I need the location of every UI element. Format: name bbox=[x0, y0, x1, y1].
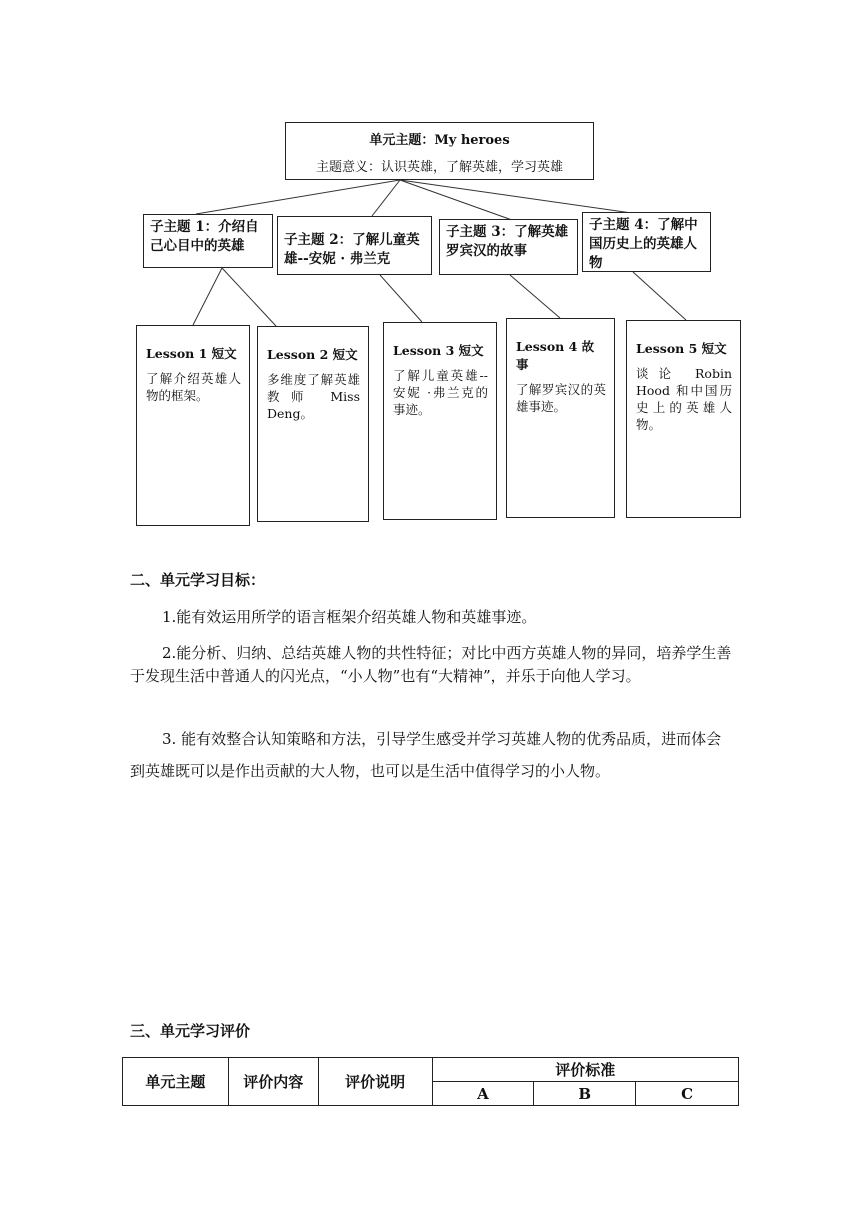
evaluation-table bbox=[122, 1057, 739, 1106]
goal-3: 3. 能有效整合认知策略和方法，引导学生感受并学习英雄人物的优秀品质，进而体会到英雄既可以是作出贡献的大人物，也可以是生活中值得学习的小人物。 bbox=[130, 730, 722, 780]
lesson-1-title: Lesson 1 短文 bbox=[146, 346, 237, 361]
subtheme-4-text: 子主题 4：了解中国历史上的英雄人物 bbox=[589, 217, 698, 271]
header-eval-criteria: 评价标准 bbox=[432, 1058, 739, 1082]
lesson-3-box bbox=[383, 322, 497, 520]
subtheme-1 bbox=[143, 214, 273, 268]
lesson-4-desc: 了解罗宾汉的英雄事迹。 bbox=[516, 382, 606, 414]
lesson-2-title: Lesson 2 短文 bbox=[267, 347, 358, 362]
subtheme-4 bbox=[582, 212, 711, 272]
subtheme-2-text: 子主题 2：了解儿童英雄--安妮 · 弗兰克 bbox=[284, 232, 420, 267]
header-eval-content: 评价内容 bbox=[228, 1058, 318, 1106]
lesson-5-box bbox=[626, 320, 741, 518]
section-2-heading: 二、单元学习目标： bbox=[130, 571, 266, 589]
subtheme-1-text: 子主题 1：介绍自己心目中的英雄 bbox=[150, 219, 259, 254]
lesson-2-box bbox=[257, 326, 369, 522]
header-unit-theme: 单元主题 bbox=[123, 1058, 229, 1106]
lesson-5-desc: 谈论 Robin Hood 和中国历史上的英雄人物。 bbox=[636, 366, 732, 432]
subtheme-2 bbox=[277, 216, 432, 275]
unit-theme-title: 单元主题：My heroes bbox=[369, 133, 510, 148]
theme-meaning: 主题意义：认识英雄，了解英雄，学习英雄 bbox=[315, 160, 563, 175]
section-3-heading: 三、单元学习评价 bbox=[130, 1022, 251, 1040]
lesson-4-box bbox=[506, 318, 615, 518]
lesson-1-desc: 了解介绍英雄人物的框架。 bbox=[146, 371, 241, 403]
goal-1: 1.能有效运用所学的语言框架介绍英雄人物和英雄事迹。 bbox=[162, 608, 537, 626]
level-c: C bbox=[636, 1082, 739, 1106]
lesson-1-box bbox=[136, 325, 250, 526]
lesson-3-title: Lesson 3 短文 bbox=[393, 343, 484, 358]
lesson-3-desc: 了解儿童英雄--安妮 ·弗兰克的事迹。 bbox=[393, 368, 488, 417]
level-a: A bbox=[432, 1082, 534, 1106]
root-theme-box bbox=[285, 122, 594, 180]
lesson-4-title: Lesson 4 故事 bbox=[516, 339, 595, 372]
goal-2: 2.能分析、归纳、总结英雄人物的共性特征；对比中西方英雄人物的异同，培养学生善于发现生活中普通人的闪光点，“小人物”也有“大精神”，并乐于向他人学习。 bbox=[130, 644, 732, 685]
lesson-2-desc: 多维度了解英雄教师 Miss Deng。 bbox=[267, 372, 360, 421]
lesson-5-title: Lesson 5 短文 bbox=[636, 341, 727, 356]
level-b: B bbox=[534, 1082, 636, 1106]
header-eval-notes: 评价说明 bbox=[318, 1058, 432, 1106]
subtheme-3 bbox=[439, 219, 578, 275]
subtheme-3-text: 子主题 3：了解英雄罗宾汉的故事 bbox=[446, 224, 569, 259]
